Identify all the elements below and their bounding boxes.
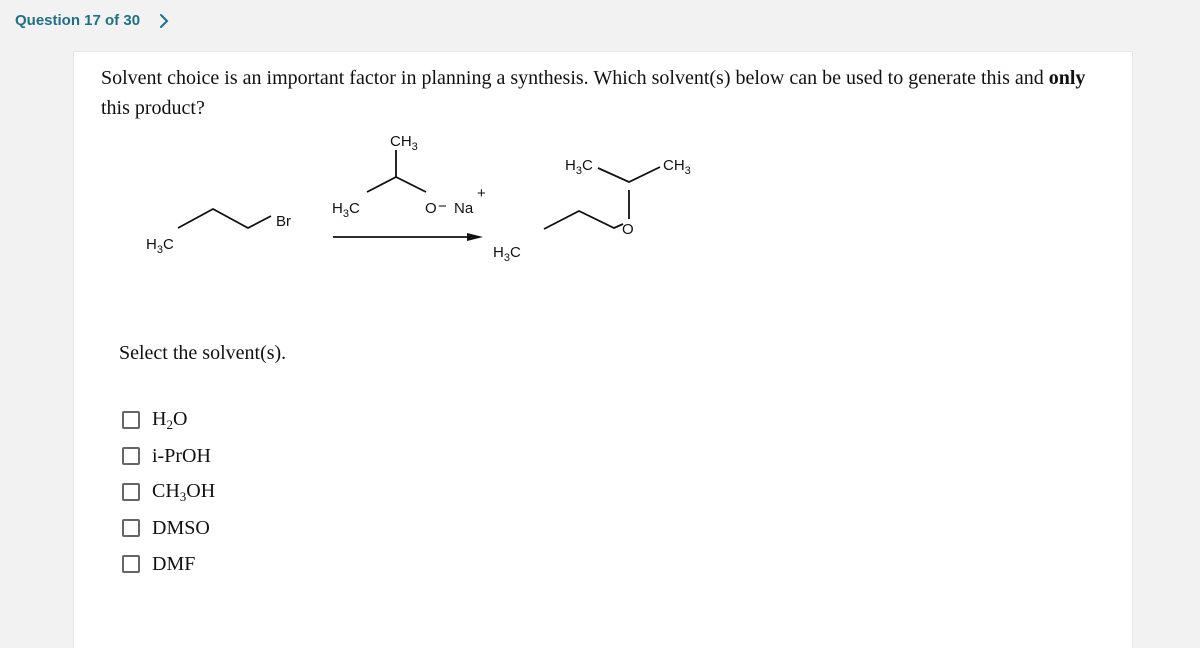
label-sub: 2 [166, 416, 173, 432]
label-tail: OH [186, 479, 216, 502]
label-main: i-PrOH [152, 444, 211, 467]
product-oxygen: O [622, 221, 634, 238]
option-label [152, 553, 195, 576]
reactant-structure [146, 209, 291, 256]
option-label [152, 445, 211, 468]
product-top-left-group: $H_3C$ [565, 157, 593, 177]
option-dmso[interactable] [122, 510, 215, 546]
reagent-cation: Na [454, 200, 474, 217]
reagent-top-group: $CH_3$ [390, 133, 418, 153]
question-text-part-1: Solvent choice is an important factor in planning a synthesis. Which solvent(s) below can be used to generate this and [101, 67, 1049, 89]
reaction-arrow [333, 233, 483, 241]
next-question-button[interactable] [152, 7, 176, 35]
question-text [101, 63, 1101, 123]
question-counter: Question 17 of 30 [15, 12, 141, 29]
reactant-left-group: $H_3C$ [146, 236, 174, 256]
reagent-structure [332, 133, 486, 220]
option-label [152, 408, 187, 433]
label-tail: O [172, 407, 188, 430]
reagent-charge-minus: − [438, 198, 447, 215]
label-main: CH [152, 479, 180, 502]
checkbox[interactable] [122, 483, 140, 501]
reaction-scheme [74, 122, 1132, 322]
product-top-right-group: $CH_3$ [663, 157, 691, 177]
product-structure [493, 157, 691, 264]
reagent-anion: O [425, 200, 437, 217]
solvent-options [122, 402, 215, 582]
reactant-right-group: Br [276, 213, 291, 230]
checkbox[interactable] [122, 447, 140, 465]
label-main: DMF [152, 552, 196, 575]
option-label [152, 517, 210, 540]
reagent-charge-plus: + [477, 185, 486, 202]
checkbox[interactable] [122, 519, 140, 537]
option-methanol[interactable] [122, 474, 215, 510]
label-main: H [152, 407, 167, 430]
option-label [152, 480, 215, 505]
product-left-group: $H_3C$ [493, 244, 521, 264]
question-text-part-2: this product? [101, 97, 205, 119]
question-header [0, 0, 1200, 46]
option-dmf[interactable] [122, 546, 215, 582]
label-sub: 3 [179, 488, 187, 504]
checkbox[interactable] [122, 555, 140, 573]
option-water[interactable] [122, 402, 215, 438]
question-bold-word: only [1048, 67, 1086, 89]
chevron-right-icon [152, 7, 176, 35]
question-card [73, 51, 1133, 648]
select-prompt: Select the solvent(s). [119, 342, 287, 364]
option-isopropanol[interactable] [122, 438, 215, 474]
reagent-left-group: $H_3C$ [332, 200, 360, 220]
label-main: DMSO [152, 516, 210, 539]
checkbox[interactable] [122, 411, 140, 429]
